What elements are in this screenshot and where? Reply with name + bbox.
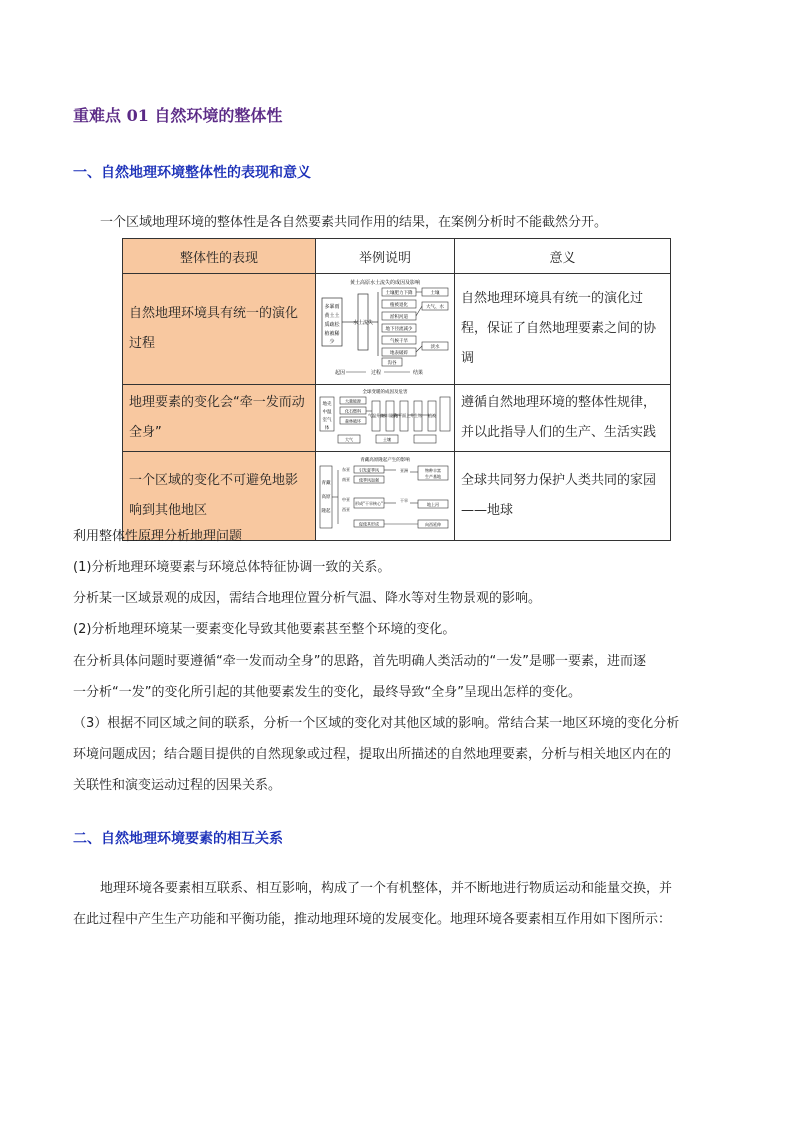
svg-text:隆起: 隆起 xyxy=(321,509,331,514)
figure-cell xyxy=(316,385,455,452)
section1-title: 一、自然地理环境整体性的表现和意义 xyxy=(73,165,311,181)
svg-text:过程: 过程 xyxy=(370,370,382,376)
svg-text:物种丰富: 物种丰富 xyxy=(425,468,441,473)
soil-erosion-diagram xyxy=(318,276,452,378)
figure-title: 黄土高原水土流失的成因及影响 xyxy=(349,280,421,286)
svg-text:东亚: 东亚 xyxy=(342,467,350,472)
table-header: 意义 xyxy=(455,239,671,274)
svg-text:多暴雨: 多暴雨 xyxy=(324,304,340,310)
svg-text:森林破坏: 森林破坏 xyxy=(345,418,361,424)
svg-text:高原: 高原 xyxy=(321,495,331,500)
text-line: 分析某一区域景观的成因，需结合地理位置分析气温、降水等对生物景观的影响。 xyxy=(73,591,542,606)
svg-text:中亚: 中亚 xyxy=(342,497,350,502)
svg-text:化石燃料: 化石燃料 xyxy=(345,408,361,414)
svg-text:气候干旱: 气候干旱 xyxy=(390,339,408,344)
svg-text:地壳: 地壳 xyxy=(322,402,332,407)
svg-text:体: 体 xyxy=(324,426,330,431)
table-header: 整体性的表现 xyxy=(123,239,316,274)
svg-text:起因: 起因 xyxy=(334,370,346,376)
svg-text:地下径流减少: 地下径流减少 xyxy=(385,327,413,332)
svg-text:地表破碎: 地表破碎 xyxy=(390,351,408,356)
svg-text:生物: 生物 xyxy=(414,413,422,418)
text-line: (2)分析地理环境某一要素变化导致其他要素甚至整个环境的变化。 xyxy=(73,622,456,637)
svg-text:促使其形成: 促使其形成 xyxy=(359,521,379,527)
manifestation-cell: 地理要素的变化会“牵一发而动全身” xyxy=(123,385,316,452)
text-line: 地理环境各要素相互联系、相互影响，构成了一个有机整体，并不断地进行物质运动和能量交换，并 xyxy=(100,881,673,896)
svg-text:质疏松: 质疏松 xyxy=(324,322,340,328)
manifestation-cell: 一个区域的变化不可避免地影响到其他地区 xyxy=(123,452,316,541)
text-line: 在分析具体问题时要遵循“牵一发而动全身”的思路，首先明确人类活动的“一发”是哪一要素，进而逐 xyxy=(73,654,646,669)
svg-text:向西延伸: 向西延伸 xyxy=(425,522,441,527)
svg-text:西亚: 西亚 xyxy=(342,507,350,512)
svg-text:气温升高: 气温升高 xyxy=(368,413,384,418)
table-row xyxy=(123,385,671,452)
global-warming-diagram xyxy=(318,387,452,445)
svg-text:形成"干旱核心": 形成"干旱核心" xyxy=(355,501,383,506)
tibetan-plateau-diagram xyxy=(318,454,452,534)
svg-text:植被稀: 植被稀 xyxy=(324,331,340,337)
significance-cell: 自然地理环境具有统一的演化过程，保证了自然地理要素之间的协调 xyxy=(455,274,671,385)
svg-text:全球变暖的成因及危害: 全球变暖的成因及危害 xyxy=(362,390,408,395)
svg-text:土壤: 土壤 xyxy=(383,437,391,442)
significance-cell: 遵循自然地理环境的整体性规律，并以此指导人们的生产、生活实践 xyxy=(455,385,671,452)
svg-text:大气: 大气 xyxy=(345,437,353,442)
table-header: 举例说明 xyxy=(316,239,455,274)
text-line: 利用整体性原理分析地理问题 xyxy=(73,529,243,544)
svg-text:土壤: 土壤 xyxy=(430,291,440,296)
text-line: 一分析“一发”的变化所引起的其他要素发生的变化，最终导致“全身”呈现出怎样的变化。 xyxy=(73,685,581,700)
svg-text:黄土土: 黄土土 xyxy=(324,313,340,319)
svg-text:亚洲: 亚洲 xyxy=(400,468,408,473)
svg-text:使季风加强: 使季风加强 xyxy=(359,477,379,483)
svg-text:中温: 中温 xyxy=(322,410,332,415)
svg-text:生产基地: 生产基地 xyxy=(425,474,441,479)
figure-cell xyxy=(316,452,455,541)
svg-text:水土流失: 水土流失 xyxy=(352,320,374,326)
text-line: (1)分析地理环境要素与环境总体特征协调一致的关系。 xyxy=(73,560,391,575)
section1-intro: 一个区域地理环境的整体性是各自然要素共同作用的结果，在案例分析时不能截然分开。 xyxy=(100,215,608,230)
svg-text:引发夏季风: 引发夏季风 xyxy=(359,467,379,473)
manifestation-cell: 自然地理环境具有统一的演化过程 xyxy=(123,274,316,385)
table-row xyxy=(123,274,671,385)
significance-cell: 全球共同努力保护人类共同的家园——地球 xyxy=(455,452,671,541)
svg-text:结果: 结果 xyxy=(412,370,424,376)
svg-text:海平面上升: 海平面上升 xyxy=(394,413,414,418)
text-line: 在此过程中产生生产功能和平衡功能，推动地理环境的发展变化。地理环境各要素相互作用如下图所示： xyxy=(73,912,672,927)
svg-text:淡水: 淡水 xyxy=(430,345,440,350)
svg-text:植被: 植被 xyxy=(428,413,436,418)
svg-text:大气、水: 大气、水 xyxy=(426,305,444,310)
svg-text:沟谷: 沟谷 xyxy=(387,361,397,366)
table-header-row xyxy=(123,239,671,274)
svg-text:土壤肥力下降: 土壤肥力下降 xyxy=(385,291,413,296)
svg-text:淤积河道: 淤积河道 xyxy=(390,315,408,320)
text-line: 关联性和演变运动过程的因果关系。 xyxy=(73,778,282,793)
svg-text:冰川融化: 冰川融化 xyxy=(382,413,398,418)
svg-text:少: 少 xyxy=(329,339,335,345)
svg-text:室气: 室气 xyxy=(322,418,332,423)
page-title: 重难点 01 自然环境的整体性 xyxy=(73,106,283,125)
svg-text:南亚: 南亚 xyxy=(342,477,350,482)
svg-text:干旱: 干旱 xyxy=(400,498,408,503)
svg-text:植被退化: 植被退化 xyxy=(390,303,408,308)
figure-cell xyxy=(316,274,455,385)
svg-text:大量能源: 大量能源 xyxy=(345,398,361,404)
svg-text:地上河: 地上河 xyxy=(427,502,439,507)
svg-text:青藏高原隆起产生的影响: 青藏高原隆起产生的影响 xyxy=(360,458,410,463)
text-line: 环境问题成因；结合题目提供的自然现象或过程，提取出所描述的自然地理要素，分析与相关地区内在的 xyxy=(73,747,672,762)
section2-title: 二、自然地理环境要素的相互关系 xyxy=(73,831,283,847)
svg-text:青藏: 青藏 xyxy=(321,481,331,486)
integrity-table xyxy=(122,238,671,541)
text-line: （3）根据不同区域之间的联系，分析一个区域的变化对其他区域的影响。常结合某一地区环境的变化分析 xyxy=(73,716,680,731)
